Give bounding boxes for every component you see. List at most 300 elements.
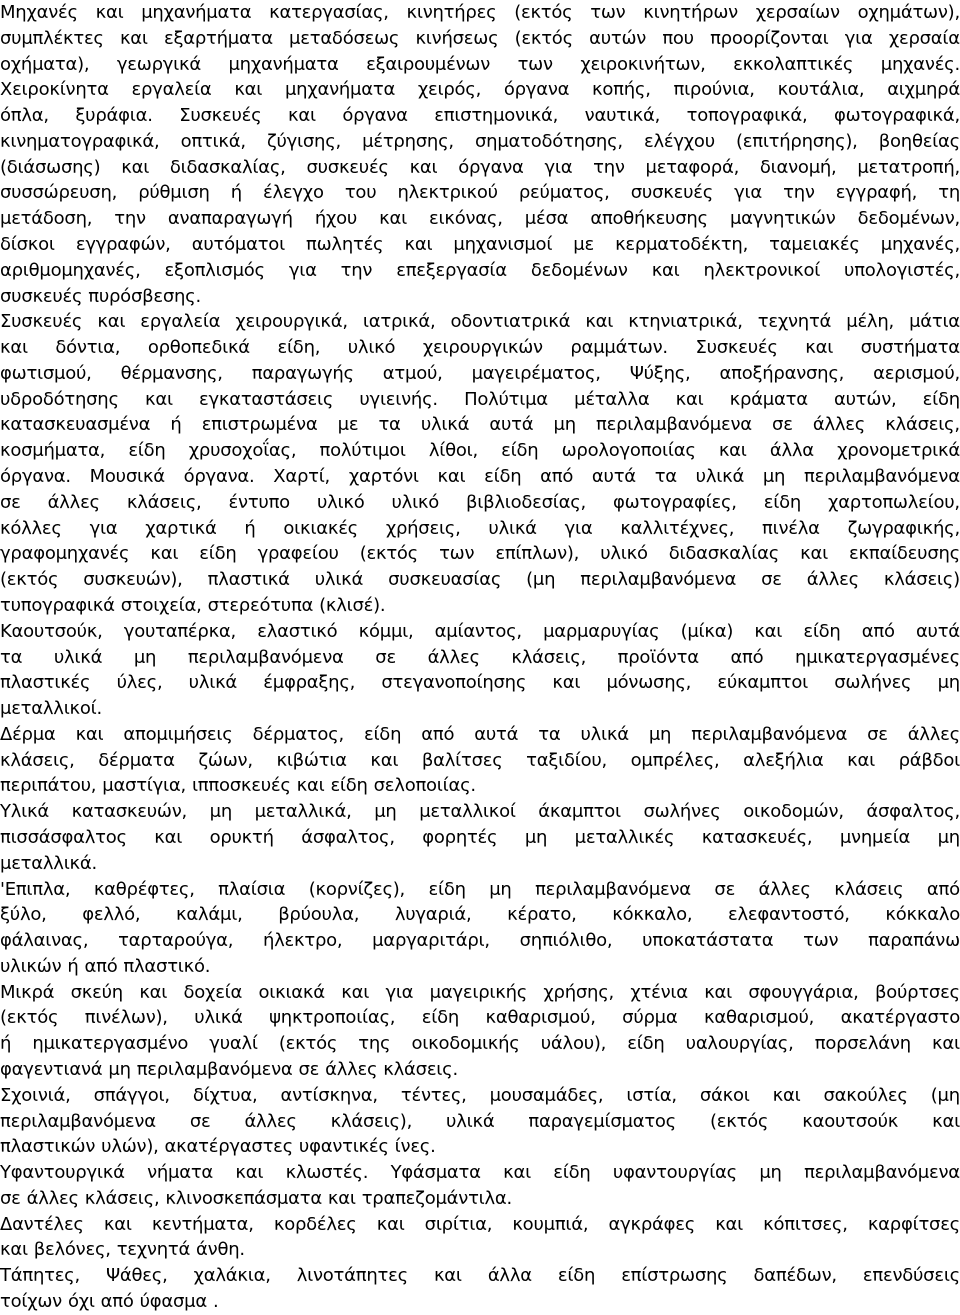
text-word: κλάσεις) bbox=[883, 569, 960, 590]
text-word: άσφαλτος, bbox=[301, 827, 395, 848]
text-word: γουταπέρκα, bbox=[123, 621, 237, 642]
text-word: ρεύματος, bbox=[518, 182, 610, 203]
text-word: μη bbox=[553, 414, 576, 435]
text-word: και bbox=[772, 1085, 801, 1106]
text-word: μηχανές. bbox=[880, 54, 960, 75]
text-word: είδη bbox=[128, 440, 166, 461]
text-word: κατασκευές, bbox=[701, 827, 813, 848]
text-word: υλικά bbox=[446, 1111, 495, 1132]
text-word: δεδομένων, bbox=[857, 208, 960, 229]
text-word: 'Επιπλα, bbox=[0, 879, 71, 900]
text-word: πιρούνια, bbox=[673, 79, 755, 100]
text-line bbox=[0, 77, 960, 103]
text-word: Υφαντουργικά bbox=[0, 1162, 125, 1183]
text-word: επιστημονικά, bbox=[434, 105, 559, 126]
text-line bbox=[0, 825, 960, 851]
text-word: μέσα bbox=[524, 208, 569, 229]
text-word: μνημεία bbox=[839, 827, 911, 848]
text-word: αιχμηρά bbox=[887, 79, 960, 100]
text-line bbox=[0, 877, 960, 903]
text-word: αυτά bbox=[474, 724, 519, 745]
text-word: αριθμομηχανές, bbox=[0, 260, 141, 281]
text-word: ηλεκτρικού bbox=[397, 182, 498, 203]
text-word: οικοδομών, bbox=[743, 801, 844, 822]
text-word: ράβδοι bbox=[898, 750, 960, 771]
text-word: καθρέφτες, bbox=[93, 879, 195, 900]
text-word: γραφείου bbox=[257, 543, 339, 564]
text-word: της bbox=[358, 1033, 391, 1054]
text-word: λίθοι, bbox=[428, 440, 478, 461]
text-word: για bbox=[544, 157, 573, 178]
text-word: οχήματα), bbox=[0, 54, 90, 75]
text-line bbox=[0, 180, 960, 206]
text-word: μηχανήματα bbox=[284, 79, 396, 100]
text-word: από bbox=[926, 879, 960, 900]
text-word: βαλίτσες bbox=[421, 750, 503, 771]
text-word: φωτισμού, bbox=[0, 363, 92, 384]
text-word: και bbox=[675, 389, 704, 410]
text-word: και bbox=[704, 982, 733, 1003]
text-word: όπλα, bbox=[0, 105, 49, 126]
text-word: μέταλλα bbox=[574, 389, 650, 410]
text-line bbox=[0, 541, 960, 567]
text-word: χαρτικά bbox=[145, 518, 217, 539]
text-word: κοσμήματα, bbox=[0, 440, 106, 461]
text-word: νήματα bbox=[147, 1162, 214, 1183]
text-word: και bbox=[376, 1214, 405, 1235]
text-word: γραφομηχανές bbox=[0, 543, 130, 564]
text-word: μη bbox=[209, 801, 232, 822]
text-word: ξυράφια. bbox=[75, 105, 153, 126]
text-word: και bbox=[585, 311, 614, 332]
text-word: πινέλα bbox=[762, 518, 820, 539]
text-word: είδη bbox=[363, 724, 402, 745]
text-word: μουσαμάδες, bbox=[489, 1085, 604, 1106]
text-word: μηχανισμοί bbox=[453, 234, 553, 255]
text-word: τέντες, bbox=[400, 1085, 467, 1106]
text-word: και bbox=[404, 234, 433, 255]
text-word: από bbox=[861, 621, 895, 642]
text-word: εκπαίδευσης bbox=[849, 543, 960, 564]
text-word: κόπιτσες, bbox=[763, 1214, 848, 1235]
text-word: βιβλιοδεσίας, bbox=[466, 492, 587, 513]
text-word: πολύτιμοι bbox=[319, 440, 406, 461]
text-word: δίσκοι bbox=[0, 234, 55, 255]
text-word: οικιακά bbox=[258, 982, 325, 1003]
text-word: για bbox=[564, 518, 593, 539]
text-word: κινητήρων bbox=[643, 2, 738, 23]
text-line bbox=[0, 309, 960, 335]
text-word: ηλεκτρονικοί bbox=[703, 260, 821, 281]
text-word: και bbox=[119, 28, 148, 49]
text-word: μηχανήματα bbox=[228, 54, 339, 75]
text-word: ύλες, bbox=[116, 672, 163, 693]
text-word: υλικά bbox=[695, 466, 745, 487]
text-word: συσκευών), bbox=[83, 569, 183, 590]
text-word: μεταλλικά, bbox=[254, 801, 352, 822]
text-word: χαρτοπωλείου, bbox=[828, 492, 960, 513]
text-word: με bbox=[573, 234, 594, 255]
text-word: σε bbox=[761, 569, 782, 590]
text-line bbox=[0, 1160, 960, 1186]
text-word: μη bbox=[489, 879, 512, 900]
text-word: μη bbox=[133, 647, 157, 668]
text-word: και bbox=[75, 724, 104, 745]
text-word: διανομή, bbox=[759, 157, 837, 178]
text-line bbox=[0, 155, 960, 181]
text-word: υλικό bbox=[600, 543, 648, 564]
text-word: υάλου), bbox=[540, 1033, 607, 1054]
text-word: μαγειρικής bbox=[429, 982, 528, 1003]
text-word: μάτια bbox=[909, 311, 960, 332]
text-word: φάλαινας, bbox=[0, 930, 89, 951]
text-word: έμφραξης, bbox=[263, 672, 356, 693]
text-word: κουμπιά, bbox=[512, 1214, 589, 1235]
text-word: μαρμαρυγίας bbox=[543, 621, 660, 642]
text-line: περιπάτου, μαστίγια, ιπποσκευές και είδη σελοποιίας. bbox=[0, 775, 476, 796]
text-line bbox=[0, 902, 960, 928]
text-word: αποξήρανσης, bbox=[719, 363, 845, 384]
text-word: γεωργικά bbox=[116, 54, 201, 75]
text-word: προϊόντα bbox=[617, 647, 699, 668]
text-word: Πολύτιμα bbox=[464, 389, 548, 410]
text-word: Ψύξης, bbox=[629, 363, 691, 384]
text-word: κατασκευών, bbox=[71, 801, 188, 822]
text-word: πισσάσφαλτος bbox=[0, 827, 127, 848]
text-word: μαγειρέματος, bbox=[471, 363, 601, 384]
text-word: υλικά bbox=[488, 518, 537, 539]
text-word: και bbox=[150, 543, 179, 564]
text-line bbox=[0, 387, 960, 413]
text-word: Δέρμα bbox=[0, 724, 56, 745]
text-word: (κορνίζες), bbox=[308, 879, 406, 900]
text-word: ζύγισης, bbox=[266, 131, 342, 152]
text-word: γυαλί bbox=[209, 1033, 258, 1054]
text-word: σηπιόλιθο, bbox=[519, 930, 613, 951]
text-word: σε bbox=[772, 414, 793, 435]
text-word: σωλήνες bbox=[643, 801, 721, 822]
text-word: είδη bbox=[501, 440, 539, 461]
text-word: ή bbox=[244, 518, 256, 539]
text-word: σιρίτια, bbox=[424, 1214, 493, 1235]
text-word: και bbox=[847, 750, 875, 771]
text-word: χειρουργικών bbox=[422, 337, 543, 358]
text-word: χτένια bbox=[630, 982, 688, 1003]
text-word: την bbox=[340, 260, 373, 281]
text-word: με bbox=[337, 414, 359, 435]
text-word: Μουσικά bbox=[89, 466, 165, 487]
text-word: κατασκευασμένα bbox=[0, 414, 151, 435]
text-word: αυτά bbox=[591, 466, 636, 487]
text-word: των bbox=[439, 543, 475, 564]
text-word: επίστρωσης bbox=[621, 1265, 728, 1286]
text-word: οχημάτων), bbox=[857, 2, 960, 23]
text-word: ωρολογοποιίας bbox=[561, 440, 696, 461]
text-word: μετατροπή, bbox=[857, 157, 960, 178]
text-word: χειροκινήτων, bbox=[580, 54, 706, 75]
text-word: κτηνιατρικά, bbox=[628, 311, 743, 332]
text-word: των bbox=[517, 54, 553, 75]
text-line bbox=[0, 980, 960, 1006]
text-word: πωλητές bbox=[306, 234, 384, 255]
text-word: διδασκαλίας, bbox=[169, 157, 286, 178]
text-line: τοίχων όχι από ύφασμα . bbox=[0, 1291, 219, 1312]
text-word: είδη bbox=[199, 543, 237, 564]
text-word: δοχεία bbox=[183, 982, 243, 1003]
text-line bbox=[0, 619, 960, 645]
text-word: ταμειακές bbox=[769, 234, 860, 255]
text-word: και bbox=[715, 1214, 744, 1235]
text-word: κράματα bbox=[729, 389, 808, 410]
text-word: περιλαμβανόμενα bbox=[0, 1111, 156, 1132]
text-line bbox=[0, 464, 960, 490]
text-line bbox=[0, 567, 960, 593]
text-word: είδη bbox=[553, 1162, 591, 1183]
text-word: των bbox=[590, 2, 626, 23]
text-word: (εκτός bbox=[278, 1033, 338, 1054]
text-word: κεντήματα, bbox=[151, 1214, 254, 1235]
text-word: του bbox=[344, 182, 377, 203]
text-word: από bbox=[540, 466, 574, 487]
text-word: υδροδότησης bbox=[0, 389, 119, 410]
text-word: κόκκαλο bbox=[885, 904, 960, 925]
text-word: Υλικά bbox=[0, 801, 49, 822]
text-word: και bbox=[103, 1214, 132, 1235]
text-word: υλικά bbox=[420, 414, 470, 435]
text-word: χαρτόνι bbox=[348, 466, 419, 487]
text-word: και bbox=[409, 157, 438, 178]
text-word: δέρματος, bbox=[252, 724, 344, 745]
text-line bbox=[0, 129, 960, 155]
text-word: ημικατεργασμένο bbox=[32, 1033, 189, 1054]
text-word: ρύθμιση bbox=[138, 182, 210, 203]
text-word: είδη bbox=[627, 1033, 665, 1054]
text-word: εξαιρουμένων bbox=[366, 54, 491, 75]
text-word: άλλες bbox=[907, 724, 960, 745]
text-line bbox=[0, 26, 960, 52]
text-word: όργανα. bbox=[183, 466, 255, 487]
text-word: σε bbox=[375, 647, 396, 668]
text-line bbox=[0, 361, 960, 387]
text-word: για bbox=[385, 982, 414, 1003]
text-word: δίχτυα, bbox=[192, 1085, 258, 1106]
text-word: ήλεκτρο, bbox=[263, 930, 343, 951]
text-word: τοπογραφικά, bbox=[686, 105, 808, 126]
text-word: και bbox=[800, 543, 828, 564]
text-word: κατεργασίας, bbox=[269, 2, 389, 23]
text-word: εγκαταστάσεις bbox=[198, 389, 334, 410]
text-word: άλλα bbox=[487, 1265, 532, 1286]
text-word: και bbox=[754, 621, 783, 642]
text-line bbox=[0, 1109, 960, 1135]
text-line bbox=[0, 645, 960, 671]
text-word: σε bbox=[0, 492, 21, 513]
text-word: μηχανήματα bbox=[141, 2, 252, 23]
text-word: χαλάκια, bbox=[193, 1265, 271, 1286]
text-word: κλωστές. bbox=[285, 1162, 369, 1183]
text-word: θέρμανσης, bbox=[120, 363, 223, 384]
text-word: περιλαμβανόμενα bbox=[187, 647, 344, 668]
text-word: άλλες bbox=[427, 647, 480, 668]
text-word: όργανα bbox=[342, 105, 408, 126]
text-word: εργαλεία bbox=[140, 311, 221, 332]
text-word: όργανα. bbox=[0, 466, 71, 487]
text-word: ταξιδίου, bbox=[526, 750, 608, 771]
text-word: εικόνας, bbox=[429, 208, 503, 229]
text-word: όργανα bbox=[503, 79, 570, 100]
text-word: μεταλλικοί bbox=[419, 801, 516, 822]
text-word: (διάσωσης) bbox=[0, 157, 101, 178]
text-word: και bbox=[651, 260, 680, 281]
text-word: μέλη, bbox=[846, 311, 894, 332]
text-word: μετάδοση, bbox=[0, 208, 93, 229]
text-word: εργαλεία bbox=[131, 79, 212, 100]
text-line bbox=[0, 1005, 960, 1031]
text-line bbox=[0, 516, 960, 542]
text-word: υφαντουργίας bbox=[612, 1162, 737, 1183]
text-word: αντίσκηνα, bbox=[280, 1085, 378, 1106]
text-word: καθαρισμού, bbox=[485, 1007, 596, 1028]
text-word: απομιμήσεις bbox=[123, 724, 233, 745]
text-line bbox=[0, 412, 960, 438]
text-word: είδη bbox=[557, 1265, 596, 1286]
text-word: και bbox=[379, 208, 407, 229]
text-word: κόμμι, bbox=[358, 621, 414, 642]
text-word: υλικά bbox=[188, 672, 238, 693]
text-word: πορσελάνη bbox=[814, 1033, 911, 1054]
text-word: και bbox=[287, 105, 316, 126]
text-word: κλάσεις, bbox=[511, 647, 587, 668]
text-word: Σχοινιά, bbox=[0, 1085, 71, 1106]
text-word: ήχου bbox=[314, 208, 358, 229]
text-word: μηχανές, bbox=[880, 234, 960, 255]
text-word: έλεγχο bbox=[263, 182, 324, 203]
text-word: μέτρησης, bbox=[362, 131, 454, 152]
text-word: περιλαμβανόμενα bbox=[691, 724, 848, 745]
text-line bbox=[0, 438, 960, 464]
text-line bbox=[0, 1263, 960, 1289]
text-word: αυτά bbox=[915, 621, 960, 642]
text-word: μη bbox=[762, 466, 786, 487]
text-word: τα bbox=[378, 414, 401, 435]
text-word: σε bbox=[714, 879, 736, 900]
text-word: ή bbox=[0, 1033, 12, 1054]
text-word: είδη bbox=[803, 621, 841, 642]
text-word: ομπρέλες, bbox=[630, 750, 720, 771]
text-word: υπολογιστές, bbox=[844, 260, 960, 281]
text-word: και bbox=[0, 337, 28, 358]
text-word: υλικά bbox=[580, 724, 629, 745]
text-word: κιβώτια bbox=[276, 750, 347, 771]
text-word: μόνωσης, bbox=[606, 672, 692, 693]
text-word: καουτσούκ bbox=[802, 1111, 899, 1132]
text-word: δαπέδων, bbox=[753, 1265, 837, 1286]
text-word: σάκοι bbox=[699, 1085, 750, 1106]
text-word: μεταφορά, bbox=[645, 157, 740, 178]
text-word: (εκτός bbox=[359, 543, 418, 564]
text-word: και bbox=[718, 440, 747, 461]
text-word: εξαρτήματα bbox=[164, 28, 273, 49]
text-word: κόκκαλο, bbox=[612, 904, 693, 925]
text-word: αμίαντος, bbox=[434, 621, 522, 642]
text-word: Ψάθες, bbox=[106, 1265, 168, 1286]
text-word: άκαμπτοι bbox=[538, 801, 621, 822]
text-word: (μη bbox=[930, 1085, 960, 1106]
text-word: και bbox=[503, 1162, 531, 1183]
text-word: από bbox=[421, 724, 455, 745]
text-word: φωτογραφίες, bbox=[613, 492, 737, 513]
text-word: υλικό bbox=[316, 492, 365, 513]
text-word: επεξεργασία bbox=[396, 260, 507, 281]
text-word: Συσκευές bbox=[695, 337, 778, 358]
text-word: κλάσεις, bbox=[0, 750, 75, 771]
text-word: μη bbox=[648, 724, 672, 745]
text-line bbox=[0, 799, 960, 825]
text-word: υλικό bbox=[391, 492, 440, 513]
text-word: και bbox=[144, 389, 173, 410]
text-word: (εκτός bbox=[0, 569, 59, 590]
text-word: αλεξήλια bbox=[743, 750, 824, 771]
text-word: ιστία, bbox=[626, 1085, 677, 1106]
text-word: πινέλων), bbox=[84, 1007, 168, 1028]
text-word: επίπλων), bbox=[495, 543, 580, 564]
text-word: περιλαμβανόμενα bbox=[804, 466, 960, 487]
text-word: τεχνητά bbox=[757, 311, 832, 332]
text-word: αναπαραγωγή bbox=[167, 208, 293, 229]
text-word: (εκτός bbox=[514, 28, 573, 49]
text-word: άσφαλτος, bbox=[866, 801, 960, 822]
text-word: μη bbox=[937, 827, 960, 848]
text-word: περιλαμβανόμενα bbox=[580, 569, 737, 590]
text-word: εκκολαπτικές bbox=[733, 54, 854, 75]
text-word: άλλες bbox=[758, 879, 811, 900]
text-word: κέρατο, bbox=[507, 904, 577, 925]
text-word: μη bbox=[937, 672, 960, 693]
text-line: πλαστικών υλών), ακατέργαστες υφαντικές ίνες. bbox=[0, 1136, 436, 1157]
text-word: ξύλο, bbox=[0, 904, 47, 925]
text-word: ψηκτροποιίας, bbox=[269, 1007, 396, 1028]
text-word: πλαίσια bbox=[218, 879, 286, 900]
text-word: παραγωγής bbox=[251, 363, 354, 384]
text-word: Δαντέλες bbox=[0, 1214, 84, 1235]
text-word: την bbox=[783, 182, 815, 203]
text-line bbox=[0, 1031, 960, 1057]
text-word: άλλες bbox=[244, 1111, 297, 1132]
text-word: τη bbox=[938, 182, 960, 203]
text-word: σηματοδότησης, bbox=[475, 131, 623, 152]
text-line bbox=[0, 335, 960, 361]
text-word: Χαρτί, bbox=[273, 466, 331, 487]
text-word: χερσαία bbox=[888, 28, 960, 49]
text-word: σωλήνες bbox=[834, 672, 912, 693]
text-word: από bbox=[730, 647, 764, 668]
text-word: αυτών, bbox=[834, 389, 897, 410]
text-word: χρήσεις, bbox=[385, 518, 461, 539]
text-line: και βελόνες, τεχνητά άνθη. bbox=[0, 1239, 245, 1260]
text-word: Υφάσματα bbox=[390, 1162, 481, 1183]
text-word: συσκευές bbox=[630, 182, 714, 203]
text-word: ζώων, bbox=[198, 750, 253, 771]
text-line bbox=[0, 722, 960, 748]
text-word: άλλες bbox=[47, 492, 100, 513]
text-word: εγγραφή, bbox=[835, 182, 918, 203]
text-word: κλάσεις), bbox=[330, 1111, 413, 1132]
text-word: οδοντιατρικά bbox=[450, 311, 571, 332]
text-word: μεταδόσεως bbox=[289, 28, 400, 49]
text-word: όργανα bbox=[458, 157, 524, 178]
text-word: ζωγραφικής, bbox=[847, 518, 960, 539]
text-word: και bbox=[97, 311, 126, 332]
